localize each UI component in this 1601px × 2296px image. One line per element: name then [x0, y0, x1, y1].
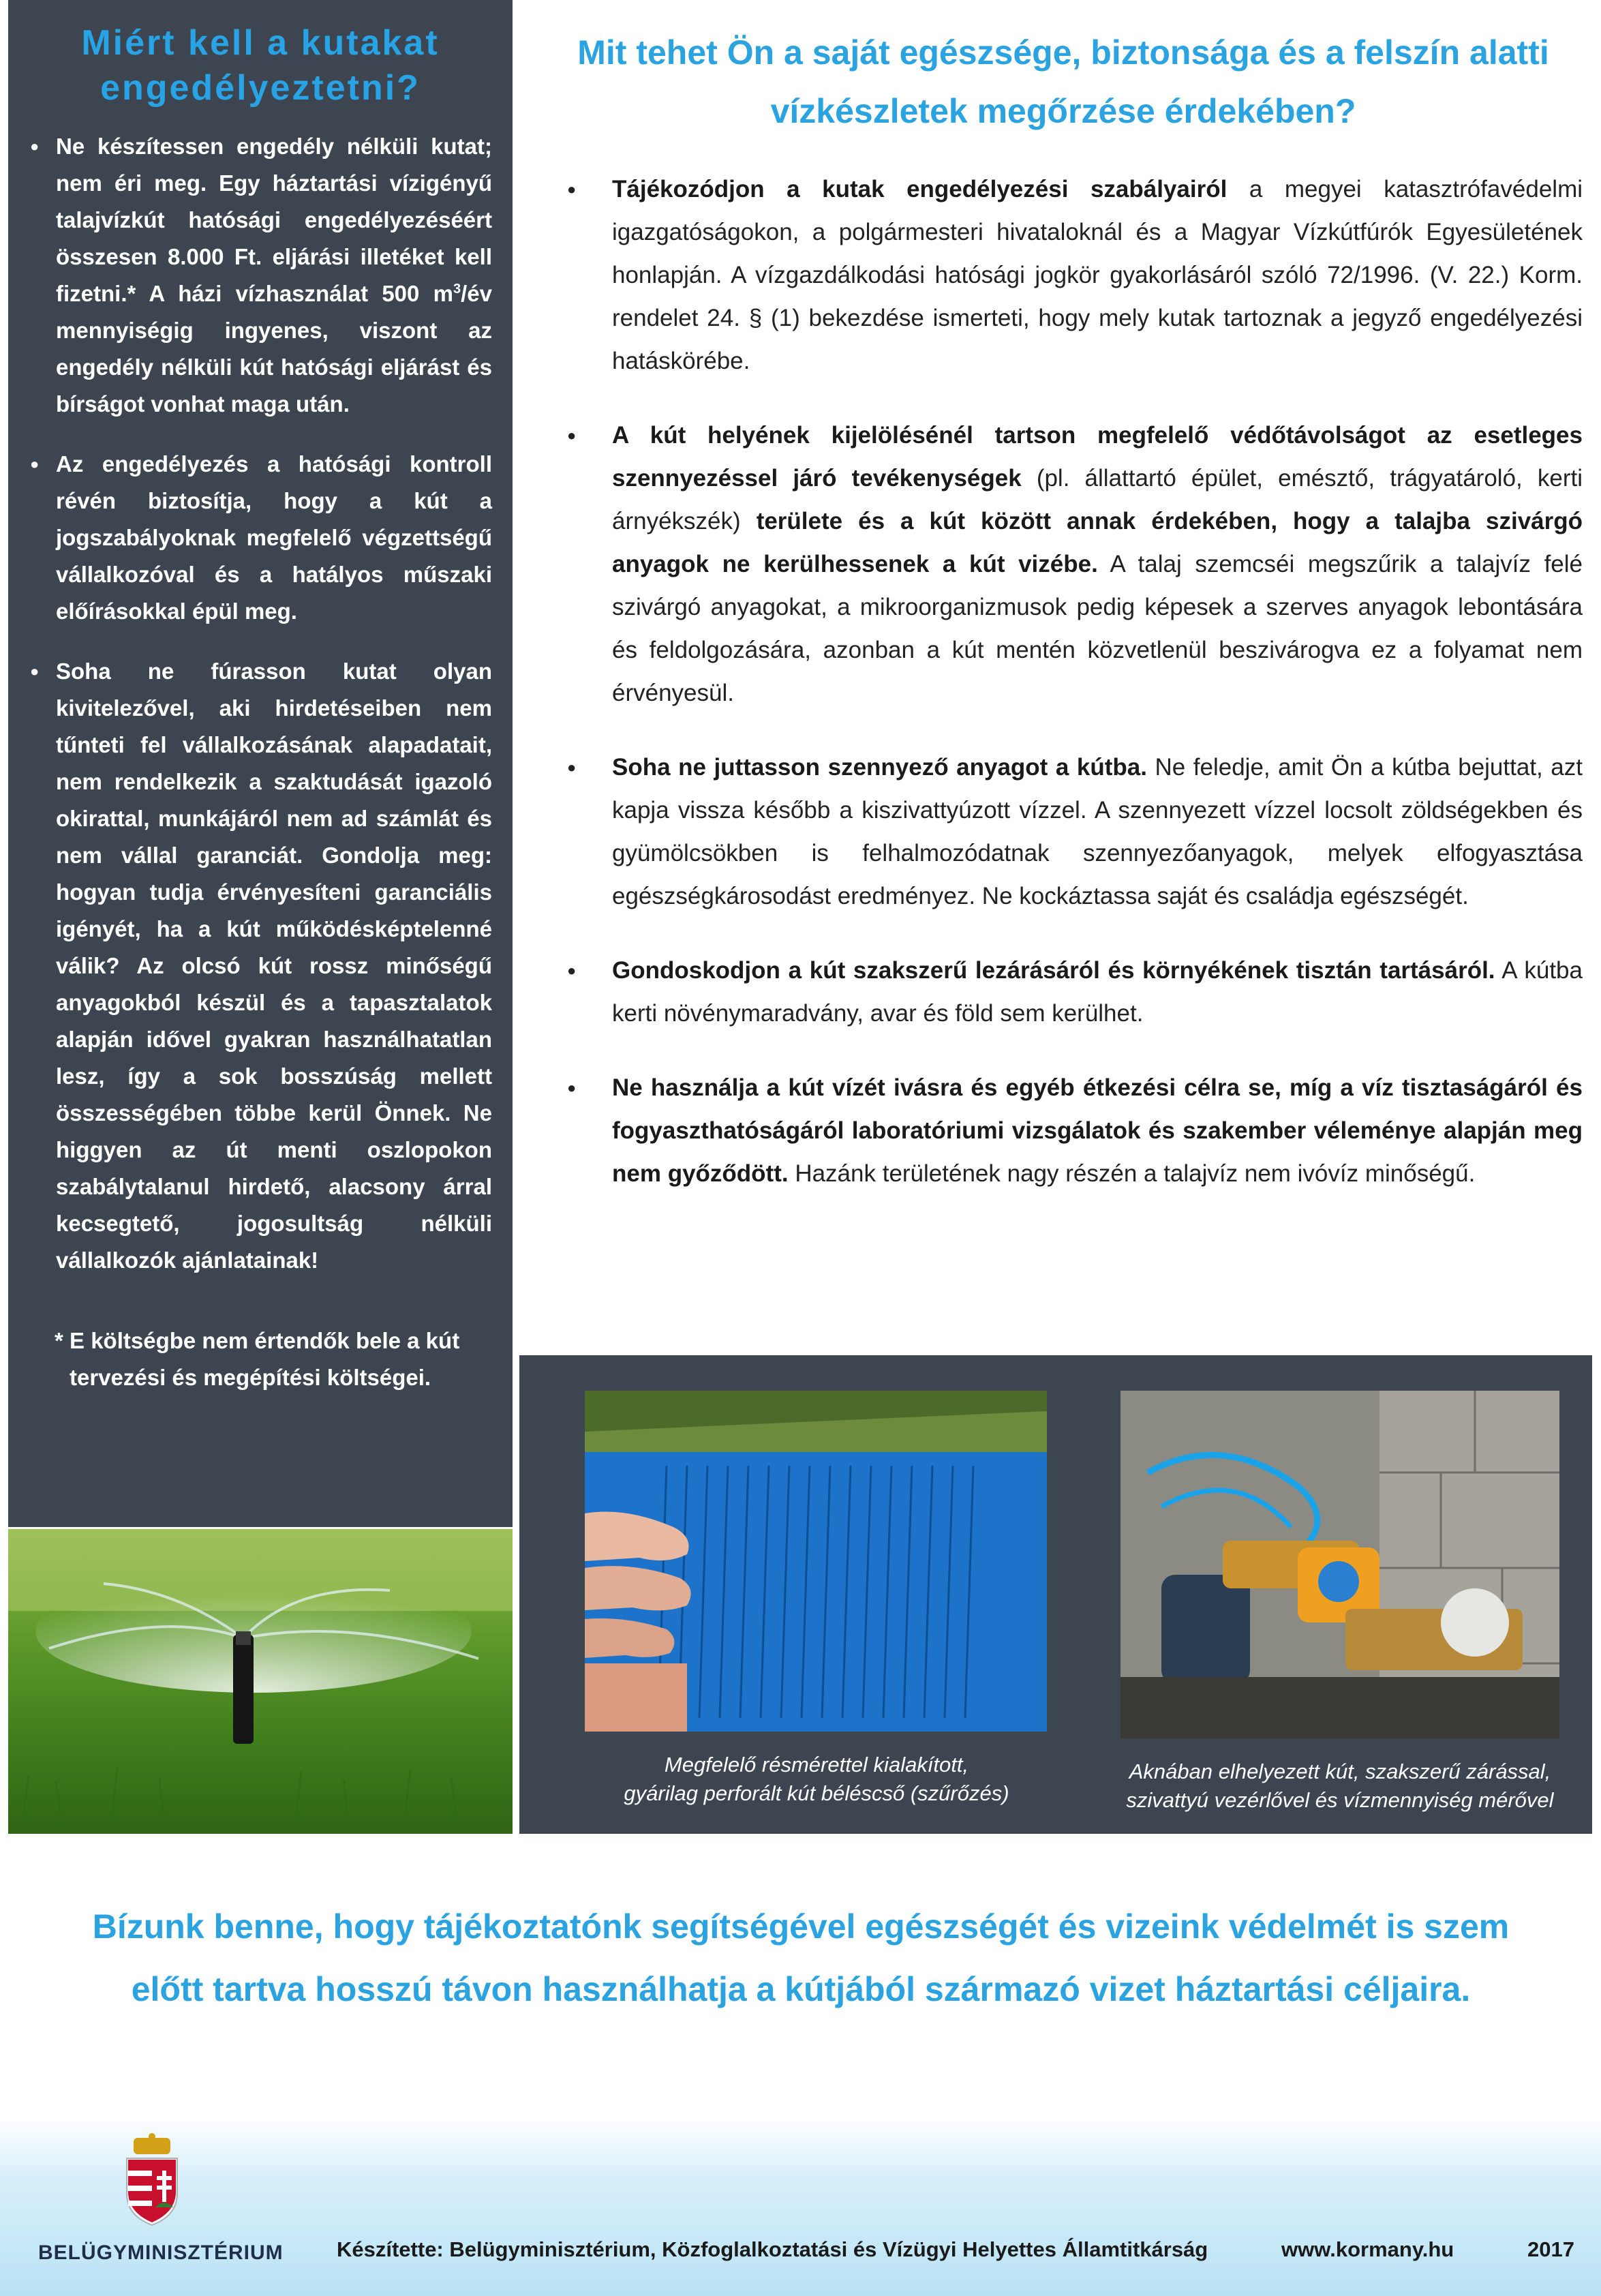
right-item-distance-text: (pl. állattartó épület, emésztő, trágyatároló, kerti árnyékszék) — [612, 465, 1583, 534]
perforated-pipe-illustration — [585, 1391, 1047, 1732]
left-item-permit-cost-text: Ne készítessen engedély nélküli kutat; nem éri meg. Egy háztartási vízigényű talajvízkút hatósági engedélyezéséért összesen 8.000 Ft. eljárási illetéket kell fizetni.* A házi vízhasználat 500 m — [56, 134, 492, 306]
ministry-name: BELÜGYMINISZTÉRIUM — [38, 2241, 284, 2264]
right-item-regulations-text: a megyei katasztrófavédelmi igazgatóságokon, a polgármesteri hivataloknál és a Magyar Vízkútfúrók Egyesületének honlapján. A vízgazdálkodási hatósági jogkör gyakorlásáról szóló 72/1996. (V. 22.) Korm. rendelet 24. § (1) bekezdése ismerteti, hogy mely kutak tartoznak a jegyző engedélyezési hatáskörébe. — [612, 176, 1583, 374]
coat-of-arms-icon — [115, 2132, 189, 2228]
right-item-regulations — [567, 168, 1583, 382]
well-meter-illustration — [1120, 1391, 1559, 1738]
closing-line2: előtt tartva hosszú távon használhatja a kútjából származó vizet háztartási céljaira. — [131, 1970, 1471, 2008]
year-label: 2017 — [1527, 2237, 1574, 2261]
right-item-distance-bold: A kút helyének kijelölésénél tartson megfelelő védőtávolságot az esetleges szennyezéssel járó tevékenységek — [612, 422, 1583, 492]
lawn-sprinkler-photo — [8, 1529, 513, 1834]
footer-credits — [337, 2237, 1574, 2262]
right-item-drinking — [567, 1066, 1583, 1195]
right-item-drinking-bold: Ne használja a kút vízét ivásra és egyéb étkezési célra se, míg a víz tisztaságáról és fogyaszthatóságáról laboratóriumi vizsgálatok és szakember véleménye alapján meg nem győződött. — [612, 1074, 1583, 1187]
pipe-caption-line1: Megfelelő résmérettel kialakított, — [664, 1753, 969, 1777]
right-item-distance — [567, 414, 1583, 714]
left-heading: Miért kell a kutakat engedélyeztetni? — [81, 23, 440, 108]
right-heading: Mit tehet Ön a saját egészsége, biztonsága és a felszín alatti vízkészletek megőrzése érdekében? — [577, 33, 1549, 130]
right-bullet-list — [567, 168, 1583, 1226]
left-item-contractor: ● Soha ne fúrasson kutat olyan kivitelezővel, aki hirdetéseiben nem tűnteti fel vállalkozásának alapadatait, nem rendelkezik a szaktudását igazoló okirattal, munkájáról nem ad számlát és nem vállal garanciát. Gondolja meg: hogyan tudja érvényesíteni garanciális igényét, ha a kút működésképtelenné válik? Az olcsó kút rossz minőségű anyagokból készül és a tapasztalatok alapján idővel gyakran használhatatlan lesz, így a sok bosszúság mellett összességében többe kerül Önnek. Ne higgyen az út menti oszlopokon szabálytalanul hirdető, alacsony árral kecsegtető, jogosultság nélküli vállalkozók ajánlatainak! — [34, 653, 492, 1279]
left-item-control: ● Az engedélyezés a hatósági kontroll révén biztosítja, hogy a kút a jogszabályoknak megfelelő végzettségű vállalkozóval és a hatályos műszaki előírásokkal épül meg. — [34, 446, 492, 630]
left-item-permit-cost-text-end: /év mennyiségig ingyenes, viszont az engedély nélküli kút hatósági eljárást és bírságot vonhat maga után. — [56, 281, 492, 417]
well-meter-photo — [1120, 1391, 1559, 1738]
credit-text: Készítette: Belügyminisztérium, Közfoglalkoztatási és Vízügyi Helyettes Államtitkárság — [337, 2237, 1208, 2261]
superscript-3: 3 — [453, 282, 461, 297]
closing-statement — [20, 1895, 1581, 2021]
website-link[interactable]: www.kormany.hu — [1281, 2237, 1454, 2261]
left-bullet-list — [34, 128, 492, 1302]
right-item-pollutant — [567, 746, 1583, 918]
cost-footnote: * E költségbe nem értendők bele a kút tervezési és megépítési költségei. — [55, 1328, 460, 1390]
closing-line1: Bízunk benne, hogy tájékoztatónk segítségével egészségét és vizeink védelmét is szem — [92, 1907, 1510, 1946]
right-item-pollutant-bold: Soha ne juttasson szennyező anyagot a kútba. — [612, 754, 1147, 781]
meter-caption — [1097, 1757, 1583, 1815]
lawn-sprinkler-illustration — [8, 1529, 513, 1834]
right-item-sealing-text: A kútba kerti növénymaradvány, avar és föld sem kerülhet. — [612, 957, 1583, 1027]
perforated-pipe-photo — [585, 1391, 1047, 1732]
meter-caption-line1: Aknában elhelyezett kút, szakszerű zárással, — [1129, 1759, 1551, 1783]
pipe-caption — [574, 1751, 1059, 1808]
meter-caption-line2: szivattyú vezérlővel és vízmennyiség mérővel — [1126, 1788, 1554, 1812]
pipe-caption-line2: gyárilag perforált kút béléscső (szűrőzés) — [624, 1781, 1009, 1805]
footer-band — [0, 2116, 1601, 2296]
right-item-distance-text2: A talaj szemcséi megszűrik a talajvíz felé szivárgó anyagokat, a mikroorganizmusok pedig képesek a szerves anyagok lebontására és feldolgozására, azonban a kút mentén közvetlenül beszivárogva ez a folyamat nem érvényesül. — [612, 551, 1583, 706]
right-item-pollutant-text: Ne feledje, amit Ön a kútba bejuttat, azt kapja vissza később a kiszivattyúzott vízzel. A szennyezett vízzel locsolt zöldségekben és gyümölcsökben is felhalmozódatnak szennyezőanyagok, melyek elfogyasztása egészségkárosodást eredményez. Ne kockáztassa saját és családja egészségét. — [612, 754, 1583, 909]
right-item-regulations-bold: Tájékozódjon a kutak engedélyezési szabályairól — [612, 176, 1228, 202]
right-item-distance-bold2: területe és a kút között annak érdekében, hogy a talajba szivárgó anyagok ne kerülhessenek a kút vizébe. — [612, 508, 1583, 577]
left-item-permit-cost — [34, 128, 492, 423]
right-item-drinking-text: Hazánk területének nagy részén a talajvíz nem ivóvíz minőségű. — [788, 1160, 1476, 1187]
right-item-sealing-bold: Gondoskodjon a kút szakszerű lezárásáról és környékének tisztán tartásáról. — [612, 957, 1495, 984]
right-item-sealing — [567, 949, 1583, 1035]
